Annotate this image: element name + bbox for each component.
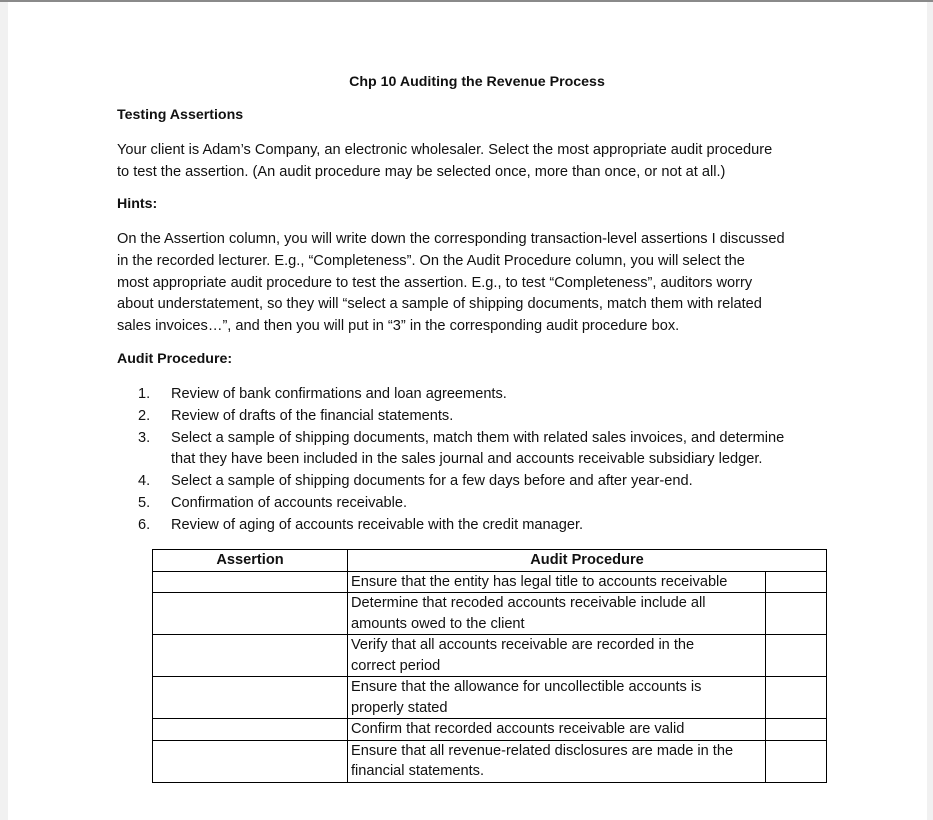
procedure-description [348, 593, 766, 635]
procedure-line: Ensure that all revenue-related disclosures are made in the [351, 742, 734, 759]
procedure-item [138, 406, 828, 428]
procedure-description [348, 740, 766, 782]
assertion-cell[interactable] [153, 677, 348, 719]
procedure-item [138, 428, 828, 472]
left-margin-strip [0, 2, 8, 820]
procedure-line: Confirm that recorded accounts receivable are valid [351, 721, 685, 737]
procedure-number: 5. [138, 494, 151, 511]
procedure-item [138, 515, 828, 537]
procedure-list [138, 384, 828, 537]
procedure-description [348, 635, 766, 677]
procedure-answer-cell[interactable] [766, 677, 827, 719]
procedure-line: properly stated [351, 699, 448, 716]
procedures-heading: Audit Procedure: [117, 351, 233, 367]
table-header-row [153, 550, 827, 572]
assertion-cell[interactable] [153, 740, 348, 782]
table-row [153, 593, 827, 635]
procedure-text: Select a sample of shipping documents for a few days before and after year-end. [171, 473, 693, 490]
procedure-answer-cell[interactable] [766, 740, 827, 782]
assertion-cell[interactable] [153, 719, 348, 741]
procedure-line: Ensure that the entity has legal title to accounts receivable [351, 573, 728, 590]
procedure-line: amounts owed to the client [351, 615, 525, 632]
hints-line: about understatement, so they will “select a sample of shipping documents, match them with related [117, 296, 762, 313]
procedure-description [348, 677, 766, 719]
hints-line: in the recorded lecturer. E.g., “Completeness”. On the Audit Procedure column, you will select the [117, 252, 745, 269]
procedure-text: Review of drafts of the financial statements. [171, 407, 454, 424]
procedure-description [348, 571, 766, 593]
hints-line: most appropriate audit procedure to test the assertion. E.g., to test “Completeness”, auditors worry [117, 274, 753, 291]
procedure-line: Verify that all accounts receivable are recorded in the [351, 637, 695, 653]
procedure-text: Select a sample of shipping documents, match them with related sales invoices, and determine [171, 429, 785, 446]
procedure-number: 3. [138, 429, 151, 446]
hints-line: sales invoices…”, and then you will put in “3” in the corresponding audit procedure box. [117, 318, 680, 335]
procedure-answer-cell[interactable] [766, 719, 827, 741]
procedure-text: Review of aging of accounts receivable with the credit manager. [171, 516, 584, 533]
intro-line: Your client is Adam’s Company, an electronic wholesaler. Select the most appropriate audit procedure [117, 142, 773, 158]
document-title: Chp 10 Auditing the Revenue Process [349, 74, 605, 90]
assertion-cell[interactable] [153, 635, 348, 677]
procedure-line: financial statements. [351, 763, 485, 779]
procedure-item [138, 471, 828, 493]
table-row [153, 719, 827, 741]
assertion-cell[interactable] [153, 593, 348, 635]
table-row [153, 635, 827, 677]
assertion-table [152, 549, 827, 783]
procedure-text: Review of bank confirmations and loan agreements. [171, 386, 507, 402]
procedure-text: Confirmation of accounts receivable. [171, 494, 408, 511]
document-page [8, 2, 927, 820]
table-row [153, 677, 827, 719]
procedure-line: Ensure that the allowance for uncollectible accounts is [351, 679, 702, 695]
procedure-number: 1. [138, 386, 151, 402]
table-row [153, 740, 827, 782]
hints-heading: Hints: [117, 196, 158, 212]
intro-line: to test the assertion. (An audit procedure may be selected once, more than once, or not at all.) [117, 163, 726, 180]
procedure-text: that they have been included in the sales journal and accounts receivable subsidiary ledger. [171, 451, 763, 468]
assertion-cell[interactable] [153, 571, 348, 593]
procedure-number: 6. [138, 516, 151, 533]
section-heading: Testing Assertions [117, 107, 244, 123]
procedure-description [348, 719, 766, 741]
procedure-item [138, 384, 828, 406]
assertion-header: Assertion [153, 550, 348, 572]
procedure-line: Determine that recoded accounts receivable include all [351, 595, 706, 611]
intro-paragraph [117, 140, 829, 184]
table-row [153, 571, 827, 593]
procedure-answer-cell[interactable] [766, 593, 827, 635]
procedure-item [138, 493, 828, 515]
procedure-answer-cell[interactable] [766, 571, 827, 593]
hints-paragraph [117, 229, 829, 338]
procedure-number: 4. [138, 473, 151, 490]
procedure-line: correct period [351, 657, 441, 674]
procedure-number: 2. [138, 407, 151, 424]
procedure-answer-cell[interactable] [766, 635, 827, 677]
audit-procedure-header: Audit Procedure [348, 550, 827, 572]
hints-line: On the Assertion column, you will write down the corresponding transaction-level assertions I discussed [117, 231, 785, 247]
right-margin-strip [927, 2, 933, 820]
